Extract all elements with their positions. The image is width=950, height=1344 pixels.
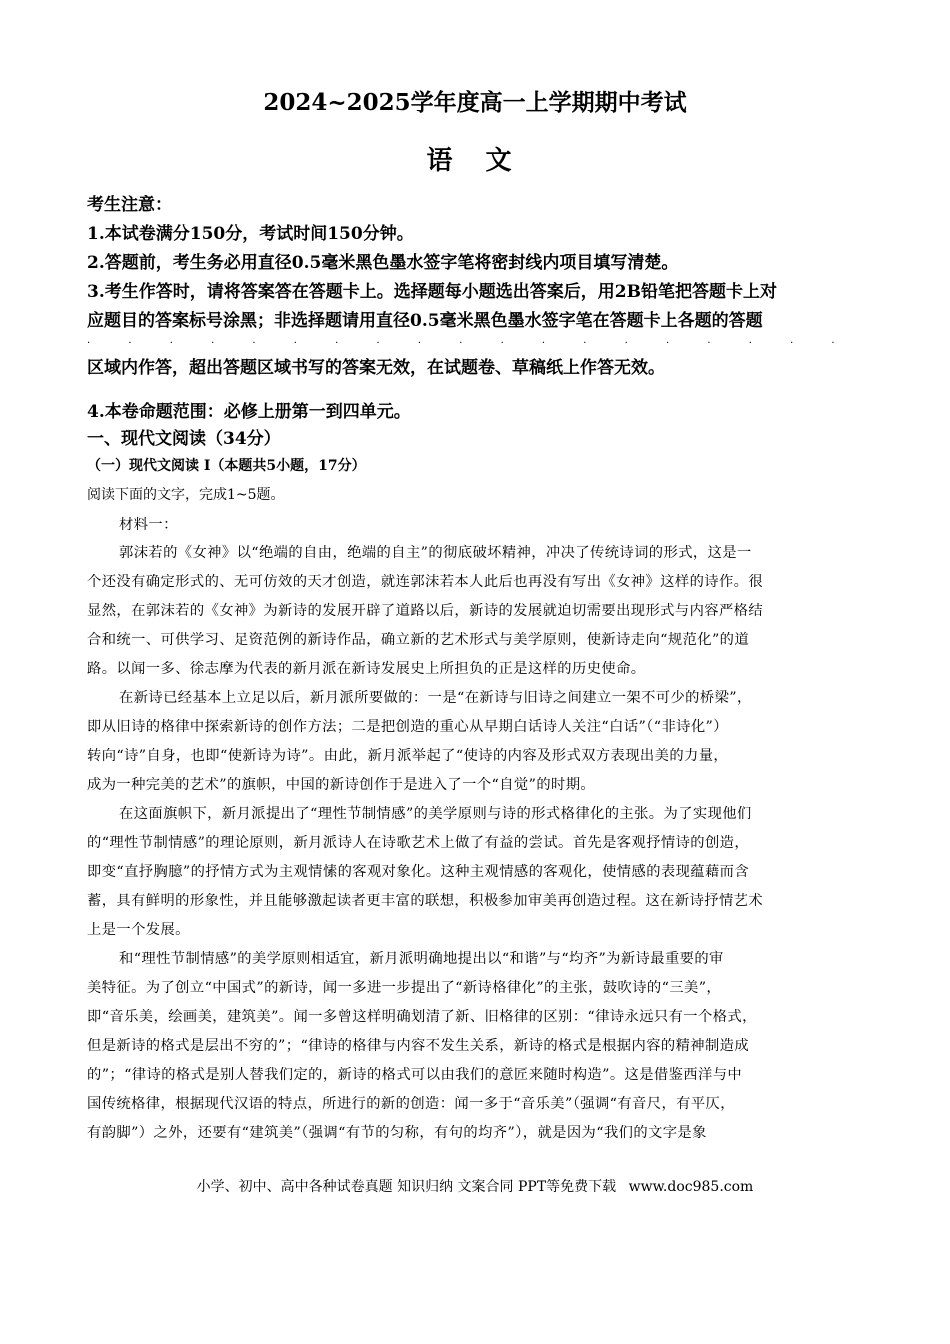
material-label: 材料一： bbox=[119, 517, 178, 533]
passage-line: 在这面旗帜下，新月派提出了“理性节制情感”的美学原则与诗的形式格律化的主张。为了实现他们 bbox=[119, 806, 752, 822]
passage-line: 郭沫若的《女神》以“绝端的自由，绝端的自主”的彻底破坏精神，冲决了传统诗词的形式，这是一 bbox=[119, 545, 752, 561]
passage-line: 国传统格律，根据现代汉语的特点，所进行的新的创造：闻一多于“音乐美”（强调“有音尺，有平仄， bbox=[87, 1096, 735, 1112]
passage-line: 的”；“律诗的格式是别人替我们定的，新诗的格式可以由我们的意匠来随时构造”。这是借鉴西洋与中 bbox=[87, 1067, 743, 1083]
passage-line: 合和统一、可供学习、足资范例的新诗作品，确立新的艺术形式与美学原则，使新诗走向“规范化”的道 bbox=[87, 632, 750, 648]
notice-item: 应题目的答案标号涂黑；非选择题请用直径0.5毫米黑色墨水签字笔在答题卡上各题的答题 bbox=[87, 311, 763, 331]
reading-instruction: 阅读下面的文字，完成1~5题。 bbox=[87, 487, 285, 503]
passage-line: 美特征。为了创立“中国式”的新诗，闻一多进一步提出了“新诗格律化”的主张，鼓吹诗的“三美”， bbox=[87, 980, 722, 996]
passage-line: 和“理性节制情感”的美学原则相适宜，新月派明确地提出以“和谐”与“均齐”为新诗最重要的审 bbox=[119, 951, 724, 967]
emphasis-dots: · · · · · · · · · · · · · · · · · · · bbox=[87, 338, 853, 349]
passage-line: 成为一种完美的艺术”的旗帜，中国的新诗创作于是进入了一个“自觉”的时期。 bbox=[87, 777, 596, 793]
passage-line: 显然，在郭沫若的《女神》为新诗的发展开辟了道路以后，新诗的发展就迫切需要出现形式与内容严格结 bbox=[87, 603, 764, 619]
notice-heading: 考生注意： bbox=[87, 195, 172, 215]
passage-line: 的“理性节制情感”的理论原则，新月派诗人在诗歌艺术上做了有益的尝试。首先是客观抒情诗的创造， bbox=[87, 835, 750, 851]
part-title: 一、现代文阅读（34分） bbox=[87, 429, 281, 449]
notice-item: 区域内作答，超出答题区域书写的答案无效，在试题卷、草稿纸上作答无效。 bbox=[87, 358, 665, 378]
passage-line: 有韵脚”）之外，还要有“建筑美”（强调“有节的匀称，有句的均齐”），就是因为“我们的文字是象 bbox=[87, 1125, 707, 1141]
notice-item: 4.本卷命题范围：必修上册第一到四单元。 bbox=[87, 402, 411, 422]
passage-line: 但是新诗的格式是层出不穷的”；“律诗的格律与内容不发生关系，新诗的格式是根据内容的精神制造成 bbox=[87, 1038, 750, 1054]
passage-line: 即从旧诗的格律中探索新诗的创作方法；二是把创造的重心从早期白话诗人关注“白话”（“非诗化”） bbox=[87, 719, 728, 735]
passage-line: 即变“直抒胸臆”的抒情方式为主观情愫的客观对象化。这种主观情感的客观化，使情感的表现蕴藉而含 bbox=[87, 864, 750, 880]
footer-text: 小学、初中、高中各种试卷真题 知识归纳 文案合同 PPT等免费下载 bbox=[196, 1179, 617, 1195]
notice-item: 1.本试卷满分150分，考试时间150分钟。 bbox=[87, 224, 414, 244]
subject-title: 语 文 bbox=[426, 146, 524, 176]
exam-title: 2024~2025学年度高一上学期期中考试 bbox=[263, 89, 687, 116]
section-subtitle: （一）现代文阅读 I（本题共5小题，17分） bbox=[87, 458, 366, 474]
passage-line: 蓄，具有鲜明的形象性，并且能够激起读者更丰富的联想，积极参加审美再创造过程。这在新诗抒情艺术 bbox=[87, 893, 764, 909]
passage-line: 即“音乐美，绘画美，建筑美”。闻一多曾这样明确划清了新、旧格律的区别：“律诗永远只有一个格式， bbox=[87, 1009, 757, 1025]
passage-line: 转向“诗”自身，也即“使新诗为诗”。由此，新月派举起了“使诗的内容及形式双方表现出美的力量， bbox=[87, 748, 729, 764]
passage-line: 路。以闻一多、徐志摩为代表的新月派在新诗发展史上所担负的正是这样的历史使命。 bbox=[87, 661, 646, 677]
passage-line: 在新诗已经基本上立足以后，新月派所要做的：一是“在新诗与旧诗之间建立一架不可少的桥梁”， bbox=[119, 690, 752, 706]
notice-item: 3.考生作答时，请将答案答在答题卡上。选择题每小题选出答案后，用2B铅笔把答题卡上对 bbox=[87, 282, 777, 302]
passage-line: 个还没有确定形式的、无可仿效的天才创造，就连郭沫若本人此后也再没有写出《女神》这样的诗作。很 bbox=[87, 574, 764, 590]
footer-url[interactable]: www.doc985.com bbox=[628, 1179, 754, 1195]
passage-line: 上是一个发展。 bbox=[87, 922, 190, 938]
page-footer bbox=[0, 1176, 950, 1196]
notice-item: 2.答题前，考生务必用直径0.5毫米黑色墨水签字笔将密封线内项目填写清楚。 bbox=[87, 253, 679, 273]
